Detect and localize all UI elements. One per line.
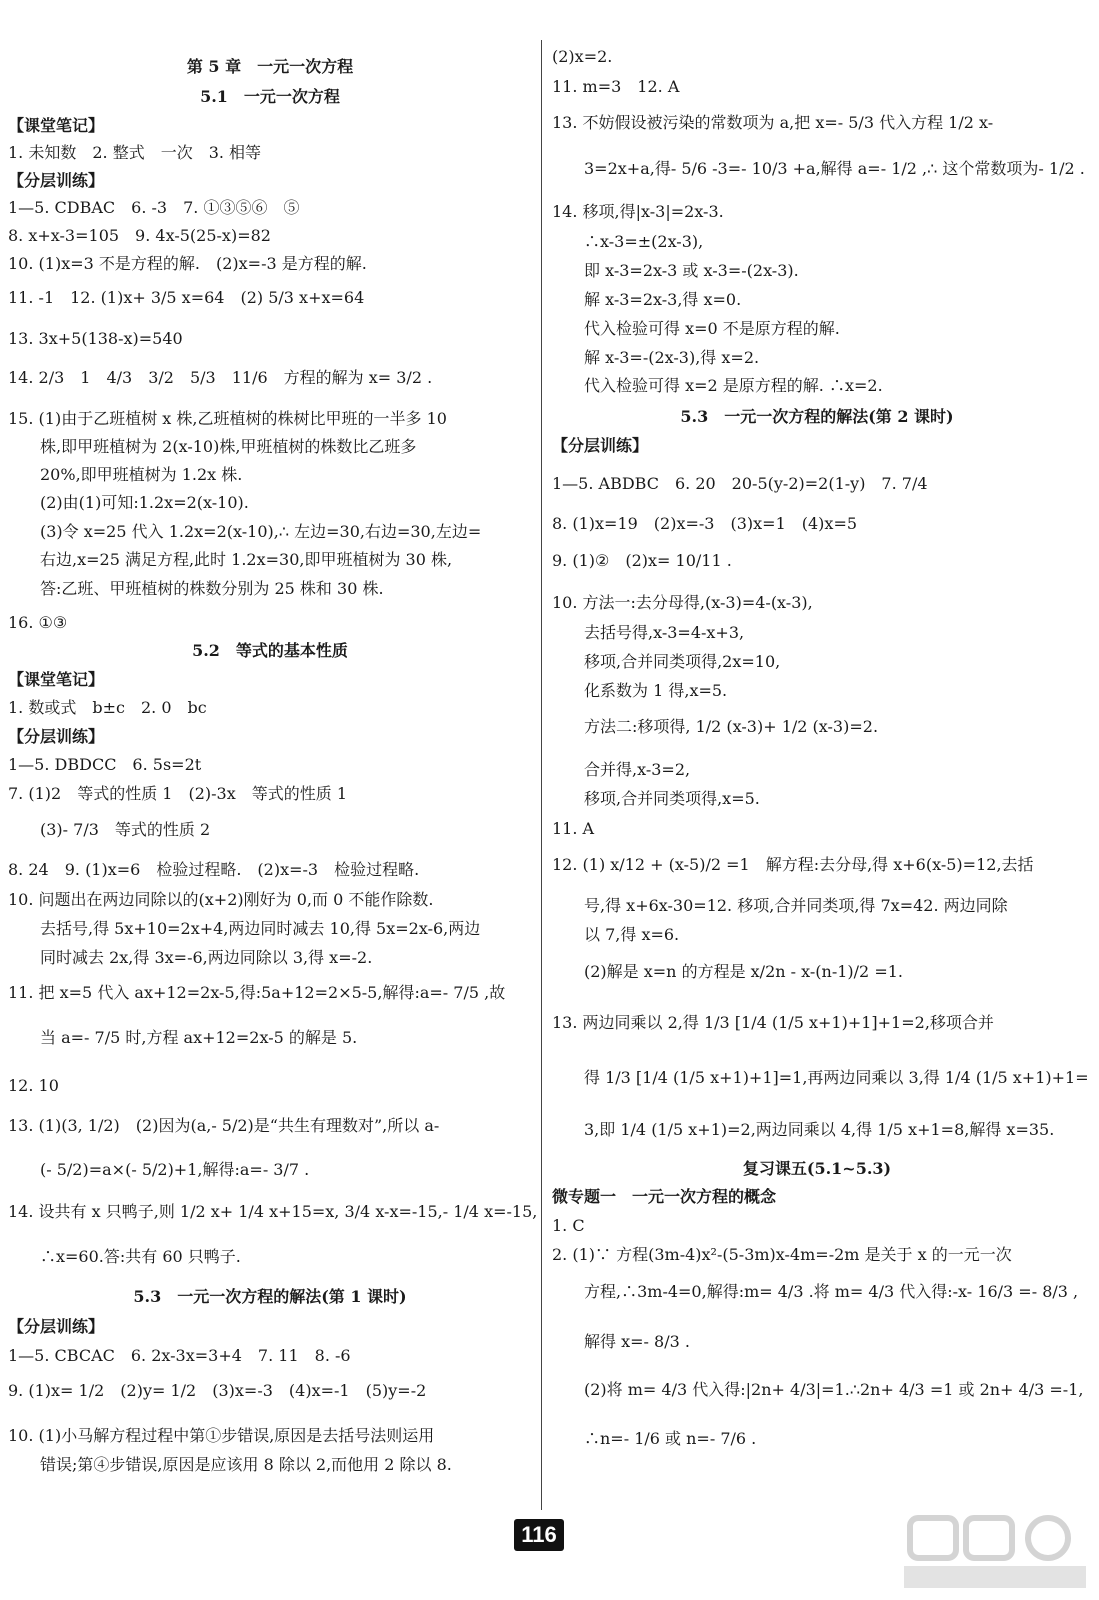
text-line: 合并得,x-3=2, [552, 760, 691, 779]
text-line: 16. ①③ [8, 613, 68, 632]
text-line: 9. (1)② (2)x= 10/11 . [552, 551, 732, 570]
text-line: 13. (1)(3, 1/2) (2)因为(a,- 5/2)是“共生有理数对”,所以 a- [8, 1116, 440, 1135]
text-line: 3=2x+a,得- 5/6 -3=- 10/3 +a,解得 a=- 1/2 ,∴ 这个常数项为- 1/2 . [552, 159, 1085, 178]
text-line: (3)- 7/3 等式的性质 2 [8, 820, 211, 839]
text-line: 3,即 1/4 (1/5 x+1)=2,两边同乘以 4,得 1/5 x+1=8,解得 x=35. [552, 1120, 1055, 1139]
column-divider [541, 40, 542, 1510]
text-line: 移项,合并同类项得,2x=10, [552, 652, 781, 671]
text-line: 当 a=- 7/5 时,方程 ax+12=2x-5 的解是 5. [8, 1028, 358, 1047]
text-line: (2)将 m= 4/3 代入得:|2n+ 4/3|=1.∴2n+ 4/3 =1 或 2n+ 4/3 =-1, [552, 1380, 1084, 1399]
text-line: 【课堂笔记】 [8, 670, 105, 689]
text-line: 方法二:移项得, 1/2 (x-3)+ 1/2 (x-3)=2. [552, 717, 879, 736]
text-line: 代入检验可得 x=2 是原方程的解. ∴x=2. [552, 376, 883, 395]
section-heading: 第 5 章 一元一次方程 [186, 57, 354, 76]
text-line: ∴x=60.答:共有 60 只鸭子. [8, 1247, 241, 1266]
text-line: 10. (1)小马解方程过程中第①步错误,原因是去括号法则运用 [8, 1426, 435, 1445]
page-number: 116 [514, 1519, 564, 1551]
text-line: 10. 问题出在两边同除以的(x+2)刚好为 0,而 0 不能作除数. [8, 890, 434, 909]
text-line: 【课堂笔记】 [8, 116, 105, 135]
text-line: 即 x-3=2x-3 或 x-3=-(2x-3). [552, 261, 799, 280]
text-line: (2)x=2. [552, 47, 613, 66]
text-line: 1—5. ABDBC 6. 20 20-5(y-2)=2(1-y) 7. 7/4 [552, 474, 928, 493]
text-line: 12. (1) x/12 + (x-5)/2 =1 解方程:去分母,得 x+6(x-5)=12,去括 [552, 855, 1034, 874]
text-line: (2)解是 x=n 的方程是 x/2n - x-(n-1)/2 =1. [552, 962, 903, 981]
text-line: 答:乙班、甲班植树的株数分别为 25 株和 30 株. [8, 579, 384, 598]
text-line: 13. 两边同乘以 2,得 1/3 [1/4 (1/5 x+1)+1]+1=2,移项合并 [552, 1013, 994, 1032]
text-line: 同时减去 2x,得 3x=-6,两边同除以 3,得 x=-2. [8, 948, 373, 967]
text-line: ∴x-3=±(2x-3), [552, 232, 704, 251]
text-line: 8. 24 9. (1)x=6 检验过程略. (2)x=-3 检验过程略. [8, 860, 420, 879]
text-line: 株,即甲班植树为 2(x-10)株,甲班植树的株数比乙班多 [8, 437, 417, 456]
section-heading: 复习课五(5.1~5.3) [742, 1159, 892, 1178]
text-line: 7. (1)2 等式的性质 1 (2)-3x 等式的性质 1 [8, 784, 348, 803]
text-line: 13. 3x+5(138-x)=540 [8, 329, 183, 348]
text-line: 11. A [552, 819, 595, 838]
text-line: 微专题一 一元一次方程的概念 [552, 1187, 777, 1206]
section-heading: 5.2 等式的基本性质 [192, 641, 348, 660]
text-line: 8. x+x-3=105 9. 4x-5(25-x)=82 [8, 226, 271, 245]
text-line: (3)令 x=25 代入 1.2x=2(x-10),∴ 左边=30,右边=30,左边= [8, 522, 482, 541]
text-line: 10. (1)x=3 不是方程的解. (2)x=-3 是方程的解. [8, 254, 367, 273]
text-line: 去括号得,x-3=4-x+3, [552, 623, 745, 642]
text-line: 解得 x=- 8/3 . [552, 1332, 690, 1351]
text-line: 【分层训练】 [8, 1317, 105, 1336]
text-line: 以 7,得 x=6. [552, 925, 680, 944]
text-line: 移项,合并同类项得,x=5. [552, 789, 760, 808]
text-line: 13. 不妨假设被污染的常数项为 a,把 x=- 5/3 代入方程 1/2 x- [552, 113, 994, 132]
text-line: 化系数为 1 得,x=5. [552, 681, 728, 700]
text-line: 11. m=3 12. A [552, 77, 680, 96]
text-line: 得 1/3 [1/4 (1/5 x+1)+1]=1,再两边同乘以 3,得 1/4 (1/5 x+1)+1= [552, 1068, 1089, 1087]
text-line: 错误;第④步错误,原因是应该用 8 除以 2,而他用 2 除以 8. [8, 1455, 452, 1474]
section-heading: 5.3 一元一次方程的解法(第 1 课时) [133, 1287, 407, 1306]
text-line: 12. 10 [8, 1076, 59, 1095]
text-line: 【分层训练】 [552, 436, 649, 455]
text-line: 号,得 x+6x-30=12. 移项,合并同类项,得 7x=42. 两边同除 [552, 896, 1008, 915]
watermark-logo [900, 1512, 1090, 1592]
text-line: 【分层训练】 [8, 727, 105, 746]
text-line: 9. (1)x= 1/2 (2)y= 1/2 (3)x=-3 (4)x=-1 (5)y=-2 [8, 1381, 427, 1400]
text-line: 1. C [552, 1216, 585, 1235]
text-line: 1—5. CBCAC 6. 2x-3x=3+4 7. 11 8. -6 [8, 1346, 351, 1365]
text-line: 【分层训练】 [8, 171, 105, 190]
text-line: 2. (1)∵ 方程(3m-4)x²-(5-3m)x-4m=-2m 是关于 x 的一元一次 [552, 1245, 1012, 1264]
text-line: 1. 未知数 2. 整式 一次 3. 相等 [8, 143, 262, 162]
text-line: 1—5. CDBAC 6. -3 7. ①③⑤⑥ ⑤ [8, 198, 300, 217]
text-line: 去括号,得 5x+10=2x+4,两边同时减去 10,得 5x=2x-6,两边 [8, 919, 481, 938]
text-line: 1. 数或式 b±c 2. 0 bc [8, 698, 207, 717]
text-line: 方程,∴3m-4=0,解得:m= 4/3 .将 m= 4/3 代入得:-x- 16/3 =- 8/3 , [552, 1282, 1079, 1301]
text-line: 20%,即甲班植树为 1.2x 株. [8, 465, 243, 484]
text-line: 15. (1)由于乙班植树 x 株,乙班植树的株树比甲班的一半多 10 [8, 409, 447, 428]
text-line: 代入检验可得 x=0 不是原方程的解. [552, 319, 840, 338]
text-line: ∴n=- 1/6 或 n=- 7/6 . [552, 1429, 757, 1448]
text-line: (2)由(1)可知:1.2x=2(x-10). [8, 493, 249, 512]
text-line: 14. 2/3 1 4/3 3/2 5/3 11/6 方程的解为 x= 3/2 . [8, 368, 433, 387]
text-line: 11. -1 12. (1)x+ 3/5 x=64 (2) 5/3 x+x=64 [8, 288, 365, 307]
text-line: 1—5. DBDCC 6. 5s=2t [8, 755, 202, 774]
text-line: 14. 设共有 x 只鸭子,则 1/2 x+ 1/4 x+15=x, 3/4 x-x=-15,- 1/4 x=-15, [8, 1202, 538, 1221]
text-line: 10. 方法一:去分母得,(x-3)=4-(x-3), [552, 593, 813, 612]
text-line: 右边,x=25 满足方程,此时 1.2x=30,即甲班植树为 30 株, [8, 550, 453, 569]
section-heading: 5.3 一元一次方程的解法(第 2 课时) [680, 407, 954, 426]
text-line: 解 x-3=-(2x-3),得 x=2. [552, 348, 760, 367]
text-line: 8. (1)x=19 (2)x=-3 (3)x=1 (4)x=5 [552, 514, 858, 533]
section-heading: 5.1 一元一次方程 [200, 87, 340, 106]
text-line: 解 x-3=2x-3,得 x=0. [552, 290, 742, 309]
text-line: 11. 把 x=5 代入 ax+12=2x-5,得:5a+12=2×5-5,解得:a=- 7/5 ,故 [8, 983, 506, 1002]
text-line: (- 5/2)=a×(- 5/2)+1,解得:a=- 3/7 . [8, 1160, 310, 1179]
text-line: 14. 移项,得|x-3|=2x-3. [552, 202, 724, 221]
